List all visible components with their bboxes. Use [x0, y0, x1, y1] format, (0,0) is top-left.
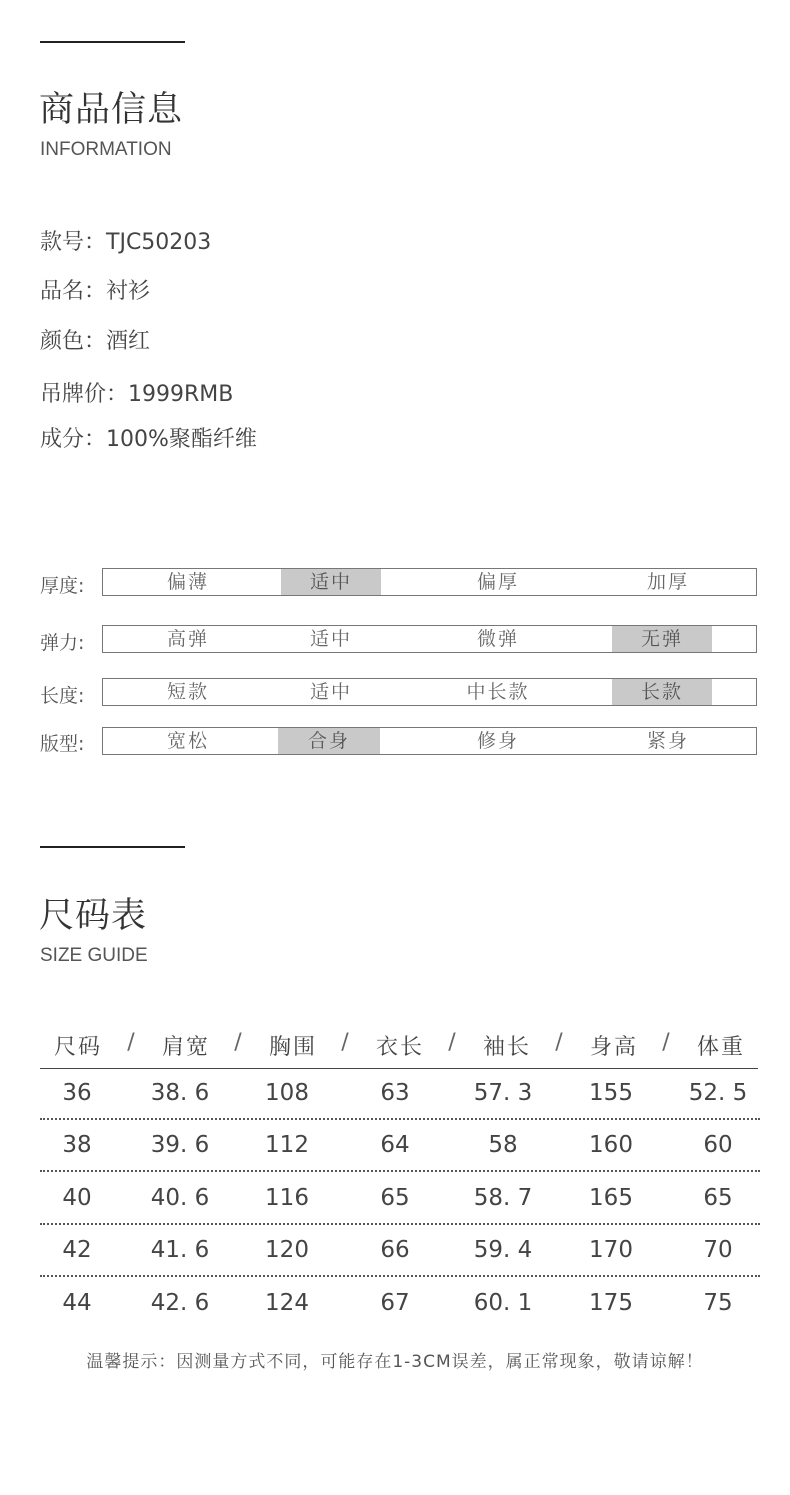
header-separator: /	[662, 1030, 670, 1055]
attr-scale-elasticity	[102, 625, 757, 653]
size-cell: 65	[703, 1185, 733, 1211]
info-row-composition	[40, 422, 257, 453]
info-value: TJC50203	[106, 230, 212, 255]
header-separator: /	[127, 1030, 135, 1055]
size-cell: 39. 6	[150, 1132, 210, 1158]
attr-label-thickness: 厚度:	[40, 575, 85, 597]
info-label: 品名：	[40, 279, 107, 304]
table-row	[40, 1225, 760, 1277]
attr-label-length: 长度:	[40, 685, 85, 707]
size-cell: 38	[62, 1132, 92, 1158]
size-cell: 63	[380, 1080, 410, 1106]
header-separator: /	[555, 1030, 563, 1055]
attr-option-selected: 适中	[281, 569, 381, 595]
header-separator: /	[341, 1030, 349, 1055]
size-cell: 58. 7	[473, 1185, 533, 1211]
attr-option: 宽松	[166, 730, 209, 752]
header-separator: /	[234, 1030, 242, 1055]
size-cell: 66	[380, 1237, 410, 1263]
section-divider-size	[40, 846, 185, 848]
size-header-cell: 胸围	[268, 1035, 318, 1060]
size-cell: 65	[380, 1185, 410, 1211]
info-label: 款号：	[40, 230, 107, 255]
size-cell: 42. 6	[150, 1290, 210, 1316]
attr-option: 适中	[309, 681, 352, 703]
size-cell: 58	[488, 1132, 518, 1158]
size-cell: 60	[703, 1132, 733, 1158]
info-section-title: 商品信息	[39, 90, 184, 130]
size-cell: 120	[265, 1237, 309, 1263]
measurement-note: 温馨提示：因测量方式不同，可能存在1-3CM误差，属正常现象，敬请谅解！	[86, 1352, 704, 1372]
size-header-cell: 体重	[696, 1035, 746, 1060]
size-cell: 124	[265, 1290, 309, 1316]
attr-option: 微弹	[476, 628, 519, 650]
size-cell: 108	[265, 1080, 309, 1106]
size-header-cell: 尺码	[53, 1035, 103, 1060]
attr-label-elasticity: 弹力:	[40, 632, 85, 654]
section-divider-info	[40, 41, 185, 43]
attr-option: 短款	[166, 681, 209, 703]
size-cell: 155	[589, 1080, 633, 1106]
size-cell: 175	[589, 1290, 633, 1316]
attr-option-selected: 合身	[278, 728, 380, 754]
size-cell: 67	[380, 1290, 410, 1316]
row-divider	[40, 1170, 760, 1172]
header-separator: /	[448, 1030, 456, 1055]
info-value: 1999RMB	[128, 382, 234, 407]
size-cell: 52. 5	[688, 1080, 748, 1106]
attr-option: 紧身	[646, 730, 689, 752]
info-value: 100%聚酯纤维	[106, 427, 257, 452]
size-header-cell: 衣长	[375, 1035, 425, 1060]
attr-option: 偏薄	[166, 571, 209, 593]
attr-label-fit: 版型:	[40, 733, 85, 755]
row-divider	[40, 1275, 760, 1277]
info-section-subtitle: INFORMATION	[40, 139, 172, 160]
attr-option: 修身	[476, 730, 519, 752]
attr-option: 偏厚	[476, 571, 519, 593]
info-label: 吊牌价：	[40, 382, 129, 407]
size-cell: 41. 6	[150, 1237, 210, 1263]
table-row	[40, 1173, 760, 1225]
size-cell: 59. 4	[473, 1237, 533, 1263]
size-cell: 38. 6	[150, 1080, 210, 1106]
size-cell: 112	[265, 1132, 309, 1158]
size-cell: 75	[703, 1290, 733, 1316]
size-section-subtitle: SIZE GUIDE	[40, 945, 148, 966]
table-row	[40, 1068, 760, 1120]
attr-option: 适中	[309, 628, 352, 650]
size-header-cell: 肩宽	[161, 1035, 211, 1060]
attr-option-selected: 长款	[612, 679, 712, 705]
attr-option: 中长款	[466, 681, 530, 703]
attr-option: 加厚	[646, 571, 689, 593]
size-cell: 170	[589, 1237, 633, 1263]
info-row-product-name	[40, 274, 150, 305]
size-header-cell: 袖长	[482, 1035, 532, 1060]
size-cell: 60. 1	[473, 1290, 533, 1316]
size-section-title: 尺码表	[39, 896, 148, 936]
size-table-header	[40, 1030, 760, 1060]
size-cell: 165	[589, 1185, 633, 1211]
size-cell: 36	[62, 1080, 92, 1106]
size-cell: 116	[265, 1185, 309, 1211]
size-cell: 57. 3	[473, 1080, 533, 1106]
size-cell: 64	[380, 1132, 410, 1158]
info-value: 衬衫	[106, 279, 151, 304]
attr-scale-length	[102, 678, 757, 706]
size-header-cell: 身高	[589, 1035, 639, 1060]
size-cell: 44	[62, 1290, 92, 1316]
attr-option: 高弹	[166, 628, 209, 650]
info-label: 成分：	[40, 427, 107, 452]
size-cell: 160	[589, 1132, 633, 1158]
info-value: 酒红	[106, 329, 151, 354]
size-cell: 42	[62, 1237, 92, 1263]
table-row	[40, 1278, 760, 1330]
size-cell: 40	[62, 1185, 92, 1211]
table-row	[40, 1120, 760, 1172]
attr-scale-fit	[102, 727, 757, 755]
size-cell: 40. 6	[150, 1185, 210, 1211]
info-label: 颜色：	[40, 329, 107, 354]
attr-option-selected: 无弹	[612, 626, 712, 652]
attr-scale-thickness	[102, 568, 757, 596]
size-cell: 70	[703, 1237, 733, 1263]
info-row-tag-price	[40, 377, 233, 408]
info-row-color	[40, 324, 150, 355]
info-row-style-no	[40, 225, 211, 256]
